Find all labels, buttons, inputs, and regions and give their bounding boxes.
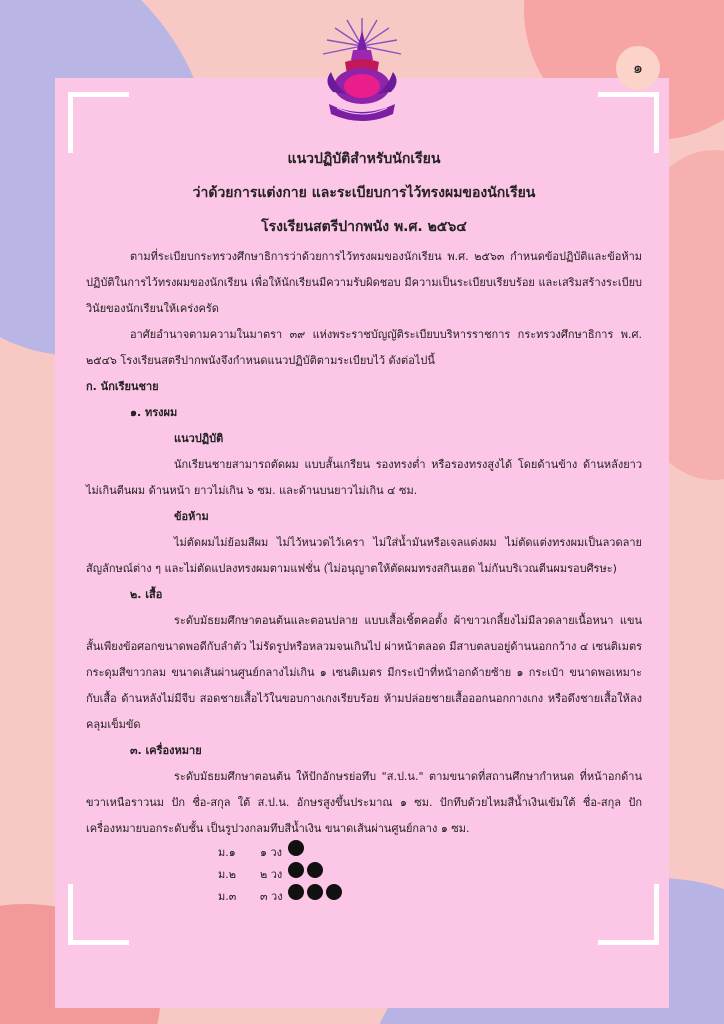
intro-paragraph: อาศัยอำนาจตามความในมาตรา ๓๙ แห่งพระราชบัญญัติระเบียบบริหารราชการ กระทรวงศึกษาธิการ พ.ศ. ๒๕๔๖ โรงเรียนสตรีปากพนังจึงกำหนดแนวปฏิบัติตามระเบียบไว้ ดังต่อไปนี้ xyxy=(86,328,642,367)
level-dot-icon xyxy=(288,884,304,900)
level-label: ม.๑ xyxy=(218,846,236,859)
ring-count: ๑ วง xyxy=(260,846,283,859)
level-badge-list xyxy=(86,842,642,908)
school-emblem-icon xyxy=(317,16,407,128)
shirt-heading: ๒. เสื้อ xyxy=(130,588,163,601)
level-badge-row xyxy=(86,886,642,908)
ring-count: ๓ วง xyxy=(260,890,283,903)
hair-heading: ๑. ทรงผม xyxy=(130,406,178,419)
level-dots xyxy=(288,884,345,910)
hair-practice-heading: แนวปฏิบัติ xyxy=(174,432,224,445)
section-heading-male-students: ก. นักเรียนชาย xyxy=(86,380,159,393)
hair-practice-text: นักเรียนชายสามารถตัดผม แบบสั้นเกรียน รองทรงต่ำ หรือรองทรงสูงได้ โดยด้านข้าง ด้านหลังยาวไม่เกินตีนผม ด้านหน้า ยาวไม่เกิน ๖ ซม. และด้านบนยาวไม่เกิน ๔ ซม. xyxy=(86,458,642,497)
level-badge-row xyxy=(86,864,642,886)
level-label: ม.๒ xyxy=(218,868,236,881)
level-dot-icon xyxy=(326,884,342,900)
document-school-line: โรงเรียนสตรีปากพนัง พ.ศ. ๒๕๖๔ xyxy=(261,219,467,235)
level-badge-row xyxy=(86,842,642,864)
insignia-text: ระดับมัธยมศึกษาตอนต้น ให้ปักอักษรย่อทึบ "ส.ป.น." ตามขนาดที่สถานศึกษากำหนด ที่หน้าอกด้านขวาเหนือราวนม ปัก ชื่อ-สกุล ใต้ ส.ป.น. อักษรสูงขึ้นประมาณ ๑ ซม. ปักทึบด้วยไหมสีน้ำเงินเข้มใต้ ชื่อ-สกุล ปักเครื่องหมายบอกระดับชั้น เป็นรูปวงกลมทึบสีน้ำเงิน ขนาดเส้นผ่านศูนย์กลาง ๑ ซม. xyxy=(86,770,642,835)
page-number: ๑ xyxy=(616,46,660,90)
intro-paragraph: ตามที่ระเบียบกระทรวงศึกษาธิการว่าด้วยการไว้ทรงผมของนักเรียน พ.ศ. ๒๕๖๓ กำหนดข้อปฏิบัติและข้อห้ามปฏิบัติในการไว้ทรงผมของนักเรียน เพื่อให้นักเรียนมีความรับผิดชอบ มีความเป็นระเบียบเรียบร้อย และเสริมสร้างระเบียบวินัยของนักเรียนให้เคร่งครัด xyxy=(86,250,642,315)
document-subtitle: ว่าด้วยการแต่งกาย และระเบียบการไว้ทรงผมของนักเรียน xyxy=(192,185,536,201)
level-label: ม.๓ xyxy=(218,890,237,903)
ring-count: ๒ วง xyxy=(260,868,283,881)
insignia-heading: ๓. เครื่องหมาย xyxy=(130,744,202,757)
level-dot-icon xyxy=(288,862,304,878)
hair-prohibit-heading: ข้อห้าม xyxy=(174,510,209,523)
level-dot-icon xyxy=(288,840,304,856)
document-body xyxy=(86,142,642,908)
level-dot-icon xyxy=(307,862,323,878)
shirt-text: ระดับมัธยมศึกษาตอนต้นและตอนปลาย แบบเสื้อเชิ้ตคอตั้ง ผ้าขาวเกลี้ยงไม่มีลวดลายเนื้อหนา แขนสั้นเพียงข้อศอกขนาดพอดีกับลำตัว ไม่รัดรูปหรือหลวมจนเกินไป ผ่าหน้าตลอด มีสาบตลบอยู่ด้านนอกกว้าง ๔ เซนติเมตร กระดุมสีขาวกลม ขนาดเส้นผ่านศูนย์กลางไม่เกิน ๑ เซนติเมตร มีกระเป๋าที่หน้าอกด้ายซ้าย ๑ กระเป๋า ขนาดพอเหมาะกับเสื้อ ด้านหลังไม่มีจีบ สอดชายเสื้อไว้ในขอบกางเกงเรียบร้อย ห้ามปล่อยชายเสื้อออกนอกกางเกง หรือดึงชายเสื้อให้ลงคลุมเข็มขัด xyxy=(86,614,642,731)
hair-prohibit-text: ไม่ตัดผมไม่ย้อมสีผม ไม่ไว้หนวดไว้เครา ไม่ใส่น้ำมันหรือเจลแต่งผม ไม่ตัดแต่งทรงผมเป็นลวดลายสัญลักษณ์ต่าง ๆ และไม่ตัดแปลงทรงผมตามแฟชั่น (ไม่อนุญาตให้ตัดผมทรงสกินเฮด ไม่กันบริเวณตีนผมรอบศีรษะ) xyxy=(86,536,642,575)
level-dot-icon xyxy=(307,884,323,900)
document-title: แนวปฏิบัติสำหรับนักเรียน xyxy=(287,151,441,167)
